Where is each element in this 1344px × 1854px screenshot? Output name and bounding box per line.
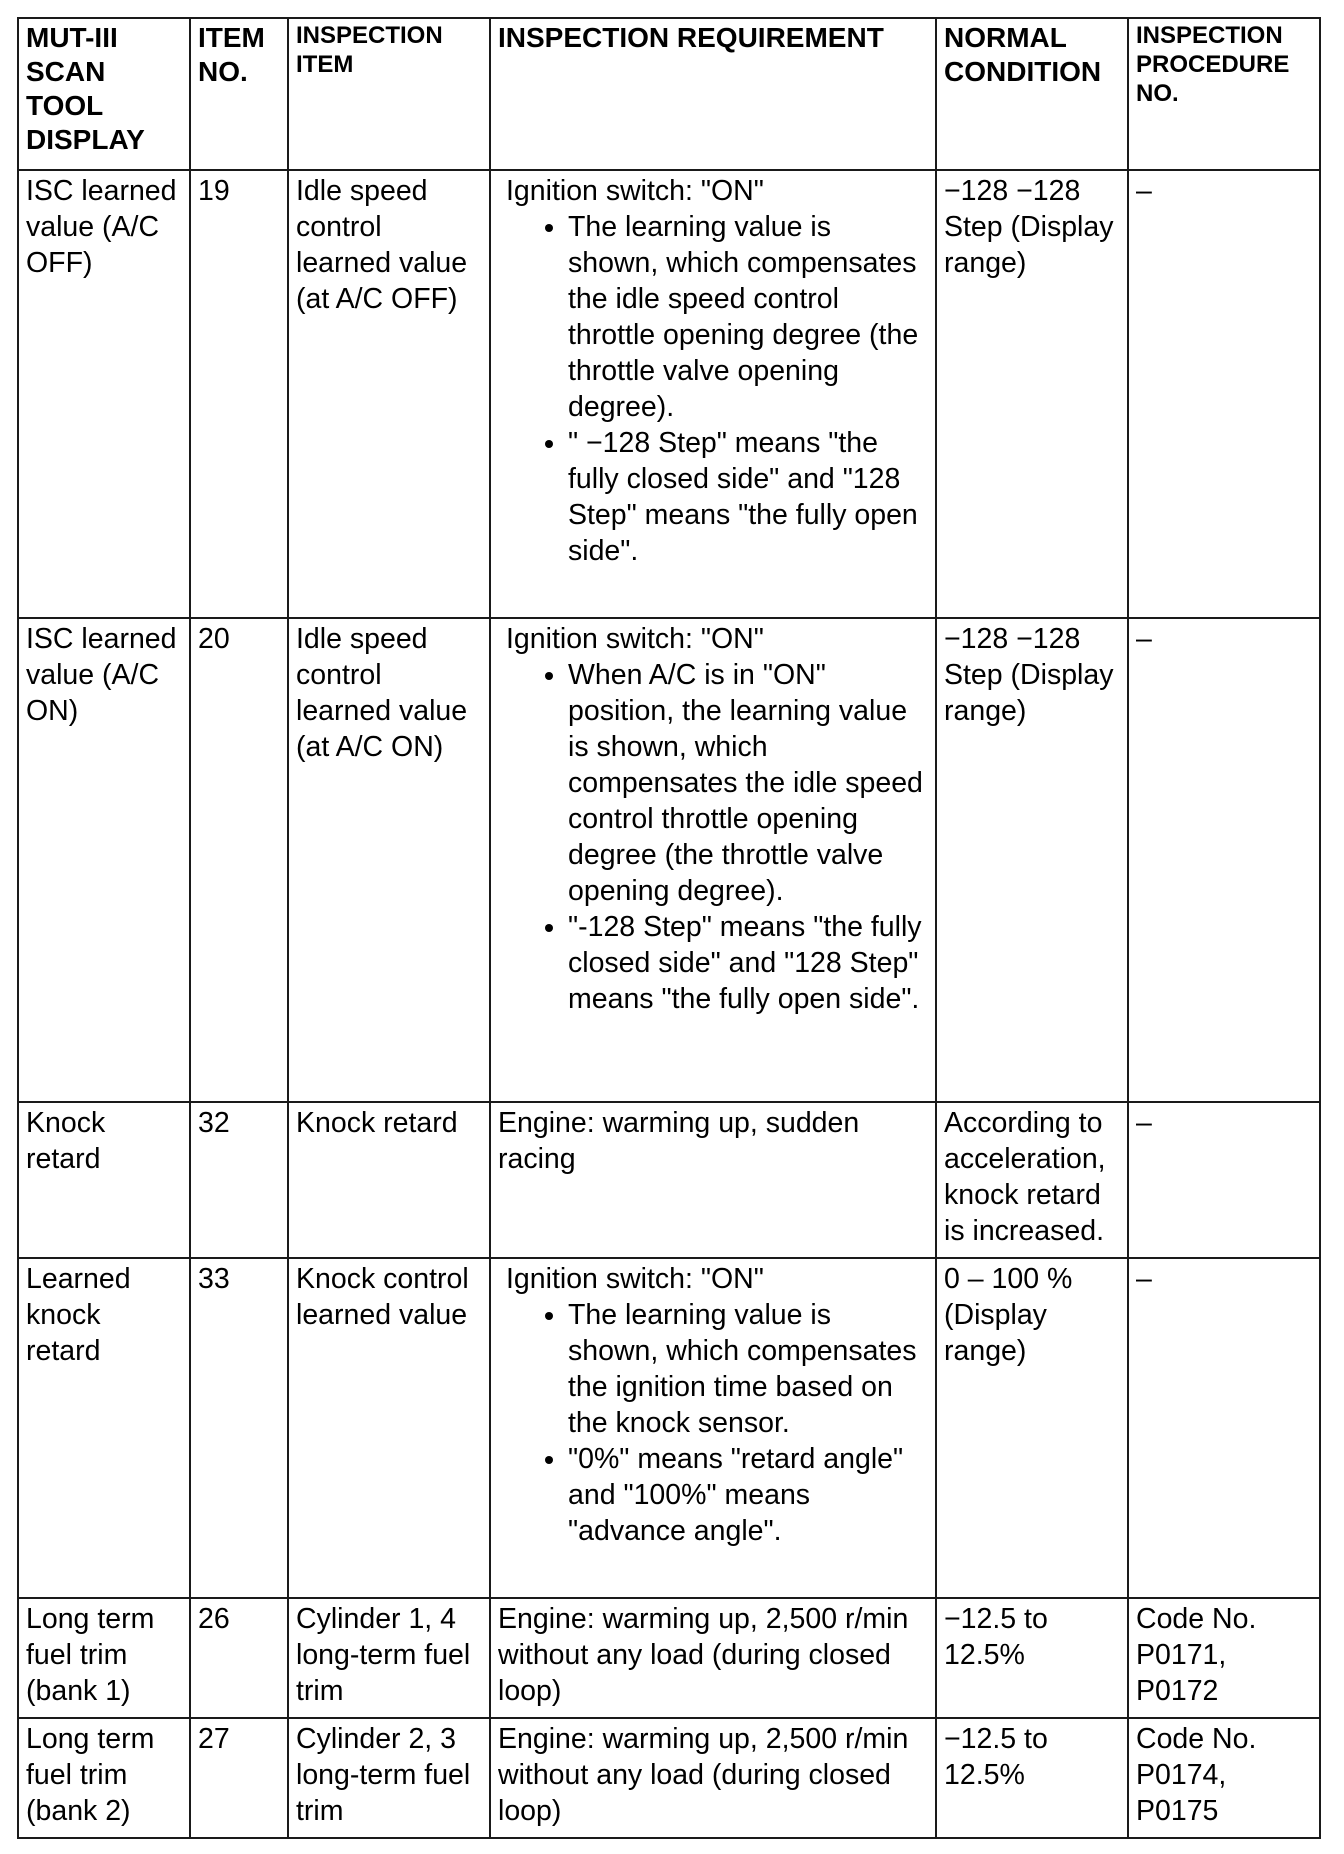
cell-normal: −128 −128 Step (Display range) [936, 618, 1128, 1102]
cell-normal: −12.5 to 12.5% [936, 1718, 1128, 1838]
cell-display: ISC learned value (A/C ON) [18, 618, 190, 1102]
requirement-bullets [498, 1297, 928, 1549]
cell-display: Long term fuel trim (bank 2) [18, 1718, 190, 1838]
cell-requirement [490, 618, 936, 1102]
cell-procedure: – [1128, 618, 1320, 1102]
bullet-item: • The learning value is shown, which compensates the ignition time based on the knock sensor. [568, 1297, 928, 1441]
cell-item: Idle speed control learned value (at A/C ON) [288, 618, 490, 1102]
requirement-bullets [498, 657, 928, 1017]
cell-item-no: 20 [190, 618, 288, 1102]
requirement-condition: Ignition switch: "ON" [506, 623, 764, 655]
cell-display: Long term fuel trim (bank 1) [18, 1598, 190, 1718]
cell-normal: According to acceleration, knock retard is increased. [936, 1102, 1128, 1258]
table-row [18, 1718, 1320, 1838]
cell-normal: −128 −128 Step (Display range) [936, 170, 1128, 618]
bullet-item: • "0%" means "retard angle" and "100%" means "advance angle". [568, 1441, 928, 1549]
header-inspection-procedure-no: INSPECTION PROCEDURE NO. [1128, 18, 1320, 170]
header-normal-condition: NORMAL CONDITION [936, 18, 1128, 170]
bullet-item: • When A/C is in "ON" position, the learning value is shown, which compensates the idle speed control throttle opening degree (the throttle valve opening degree). [568, 657, 928, 909]
cell-normal: 0 – 100 % (Display range) [936, 1258, 1128, 1598]
header-item-no: ITEM NO. [190, 18, 288, 170]
cell-item: Idle speed control learned value (at A/C OFF) [288, 170, 490, 618]
header-scan-tool-display: MUT-III SCAN TOOL DISPLAY [18, 18, 190, 170]
cell-item-no: 32 [190, 1102, 288, 1258]
requirement-condition: Ignition switch: "ON" [506, 175, 764, 207]
bullet-item: • The learning value is shown, which compensates the idle speed control throttle opening degree (the throttle valve opening degree). [568, 209, 928, 425]
cell-display: Knock retard [18, 1102, 190, 1258]
header-inspection-item: INSPECTION ITEM [288, 18, 490, 170]
cell-requirement [490, 1102, 936, 1258]
requirement-condition: Engine: warming up, 2,500 r/min without any load (during closed loop) [498, 1723, 909, 1827]
cell-procedure: Code No. P0171, P0172 [1128, 1598, 1320, 1718]
cell-item-no: 26 [190, 1598, 288, 1718]
cell-item: Cylinder 2, 3 long-term fuel trim [288, 1718, 490, 1838]
requirement-condition: Engine: warming up, sudden racing [498, 1107, 860, 1175]
header-row [18, 18, 1320, 170]
cell-procedure: – [1128, 1258, 1320, 1598]
cell-requirement [490, 1718, 936, 1838]
cell-item-no: 27 [190, 1718, 288, 1838]
table-row [18, 1258, 1320, 1598]
cell-display: Learned knock retard [18, 1258, 190, 1598]
requirement-bullets [498, 209, 928, 569]
cell-requirement [490, 1598, 936, 1718]
table-row [18, 1102, 1320, 1258]
cell-procedure: Code No. P0174, P0175 [1128, 1718, 1320, 1838]
cell-normal: −12.5 to 12.5% [936, 1598, 1128, 1718]
cell-procedure: – [1128, 1102, 1320, 1258]
cell-requirement [490, 1258, 936, 1598]
cell-procedure: – [1128, 170, 1320, 618]
cell-requirement [490, 170, 936, 618]
table-row [18, 170, 1320, 618]
cell-item-no: 33 [190, 1258, 288, 1598]
table-row [18, 1598, 1320, 1718]
cell-item: Cylinder 1, 4 long-term fuel trim [288, 1598, 490, 1718]
header-inspection-requirement: INSPECTION REQUIREMENT [490, 18, 936, 170]
table-row [18, 618, 1320, 1102]
inspection-table [17, 17, 1321, 1839]
cell-item-no: 19 [190, 170, 288, 618]
cell-display: ISC learned value (A/C OFF) [18, 170, 190, 618]
requirement-condition: Engine: warming up, 2,500 r/min without any load (during closed loop) [498, 1603, 909, 1707]
bullet-item: • "-128 Step" means "the fully closed side" and "128 Step" means "the fully open side". [568, 909, 928, 1017]
requirement-condition: Ignition switch: "ON" [506, 1263, 764, 1295]
cell-item: Knock retard [288, 1102, 490, 1258]
bullet-item: • " −128 Step" means "the fully closed side" and "128 Step" means "the fully open side". [568, 425, 928, 569]
cell-item: Knock control learned value [288, 1258, 490, 1598]
